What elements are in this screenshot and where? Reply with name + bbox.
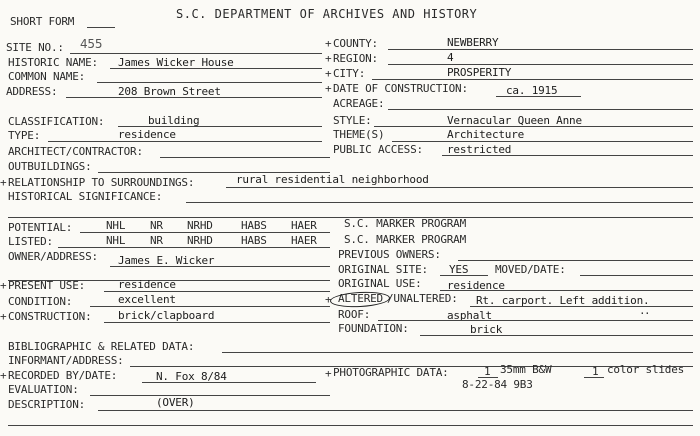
original-site-label: ORIGINAL SITE: (338, 263, 428, 276)
historical-significance-label: HISTORICAL SIGNIFICANCE: (8, 190, 163, 203)
theme-value: Architecture (447, 128, 525, 141)
type-label: TYPE: (8, 129, 41, 142)
code-nhl: NHL (106, 234, 126, 247)
altered-value: Rt. carport. Left addition. (476, 294, 650, 307)
relationship-value: rural residential neighborhood (236, 173, 429, 186)
plus-mark: + (325, 52, 332, 65)
original-site-value: YES (449, 263, 469, 276)
description-value: (OVER) (156, 396, 195, 409)
foundation-label: FOUNDATION: (338, 322, 409, 335)
style-line (374, 126, 693, 127)
type-value: residence (118, 128, 176, 141)
original-use-line (440, 290, 693, 291)
present-use-label: PRESENT USE: (8, 279, 86, 292)
stray-mark: · (644, 307, 651, 320)
common-name-line (97, 82, 322, 83)
historical-significance-line (186, 202, 693, 203)
region-value: 4 (447, 51, 454, 64)
address-value: 208 Brown Street (118, 85, 221, 98)
unaltered-label: /UNALTERED: (387, 292, 458, 305)
classification-line (118, 126, 322, 127)
recorded-line (142, 382, 316, 383)
roof-label: ROOF: (338, 308, 371, 321)
roof-value: asphalt (447, 309, 492, 322)
region-line (388, 64, 693, 65)
color-label: color slides (607, 363, 685, 376)
city-line (372, 79, 693, 80)
original-site-line (440, 275, 488, 276)
moved-date-line (580, 275, 693, 276)
common-name-label: COMMON NAME: (8, 70, 86, 83)
color-count-line (584, 377, 604, 378)
listed-label: LISTED: (8, 235, 53, 248)
classification-label: CLASSIFICATION: (8, 115, 105, 128)
color-count: 1 (592, 365, 599, 378)
original-use-value: residence (447, 279, 505, 292)
listed-line (58, 247, 330, 248)
roof-line (378, 320, 693, 321)
public-access-line (442, 155, 693, 156)
condition-label: CONDITION: (8, 295, 73, 308)
moved-date-label: MOVED/DATE: (495, 263, 566, 276)
address-line (66, 97, 322, 98)
code-habs: HABS (241, 234, 267, 247)
date-construction-label: DATE OF CONSTRUCTION: (333, 82, 468, 95)
plus-mark: + (325, 293, 332, 306)
marker-program: S.C. MARKER PROGRAM (344, 233, 467, 246)
address-label: ADDRESS: (6, 85, 58, 98)
owner-label: OWNER/ADDRESS: (8, 250, 98, 263)
altered-label: ALTERED (338, 292, 383, 305)
outbuildings-label: OUTBUILDINGS: (8, 160, 92, 173)
short-form-label: SHORT FORM (10, 15, 75, 28)
date-construction-value: ca. 1915 (506, 84, 558, 97)
plus-mark: + (325, 82, 332, 95)
plus-mark: + (0, 176, 7, 189)
public-access-label: PUBLIC ACCESS: (333, 143, 423, 156)
bibliographic-label: BIBLIOGRAPHIC & RELATED DATA: (8, 340, 195, 353)
previous-owners-line (458, 260, 693, 261)
historic-name-label: HISTORIC NAME: (8, 56, 98, 69)
bw-count: 1 (484, 365, 491, 378)
foundation-line (420, 335, 693, 336)
construction-label: CONSTRUCTION: (8, 310, 92, 323)
agency-title: S.C. DEPARTMENT OF ARCHIVES AND HISTORY (176, 7, 478, 21)
condition-line (90, 306, 330, 307)
recorded-value: N. Fox 8/84 (156, 370, 227, 383)
evaluation-line (90, 395, 330, 396)
code-nhl: NHL (106, 219, 126, 232)
recorded-label: RECORDED BY/DATE: (8, 369, 118, 382)
architect-line (160, 157, 330, 158)
previous-owners-label: PREVIOUS OWNERS: (338, 248, 441, 261)
theme-line (392, 141, 693, 142)
plus-mark: + (325, 37, 332, 50)
code-nrhd: NRHD (187, 234, 213, 247)
present-use-line (104, 291, 330, 292)
relationship-line (226, 187, 693, 188)
architect-label: ARCHITECT/CONTRACTOR: (8, 145, 143, 158)
altered-line (470, 306, 693, 307)
original-use-label: ORIGINAL USE: (338, 277, 422, 290)
code-nr: NR (150, 234, 163, 247)
plus-mark: + (0, 310, 7, 323)
bw-label: 35mm B&W (500, 363, 552, 376)
city-value: PROSPERITY (447, 66, 512, 79)
plus-mark: + (325, 67, 332, 80)
description-line-2 (8, 425, 693, 426)
site-no-value: 455 (80, 37, 103, 51)
marker-program: S.C. MARKER PROGRAM (344, 217, 467, 230)
photo-date-ref: 8-22-84 9B3 (462, 378, 533, 391)
code-nrhd: NRHD (187, 219, 213, 232)
public-access-value: restricted (447, 143, 512, 156)
present-use-value: residence (118, 278, 176, 291)
potential-line (80, 232, 330, 233)
condition-value: excellent (118, 293, 176, 306)
style-value: Vernacular Queen Anne (447, 114, 582, 127)
owner-value: James E. Wicker (118, 254, 215, 267)
informant-label: INFORMANT/ADDRESS: (8, 354, 124, 367)
construction-line (104, 322, 330, 323)
county-label: COUNTY: (333, 37, 378, 50)
description-line (98, 410, 693, 411)
code-nr: NR (150, 219, 163, 232)
theme-label: THEME(S) (333, 128, 385, 141)
region-label: REGION: (333, 52, 378, 65)
owner-line (110, 266, 330, 267)
type-line (48, 141, 322, 142)
county-value: NEWBERRY (447, 36, 499, 49)
code-habs: HABS (241, 219, 267, 232)
plus-mark: + (325, 367, 332, 380)
site-no-label: SITE NO.: (6, 41, 64, 54)
historic-name-value: James Wicker House (118, 56, 234, 69)
county-line (388, 49, 693, 50)
plus-mark: + (0, 279, 7, 292)
construction-value: brick/clapboard (118, 309, 215, 322)
classification-value: building (148, 114, 200, 127)
acreage-label: ACREAGE: (333, 97, 385, 110)
plus-mark: + (0, 369, 7, 382)
acreage-line (388, 109, 693, 110)
relationship-label: RELATIONSHIP TO SURROUNDINGS: (8, 176, 195, 189)
style-label: STYLE: (333, 114, 372, 127)
site-no-line (70, 53, 322, 54)
city-label: CITY: (333, 67, 366, 80)
potential-label: POTENTIAL: (8, 221, 73, 234)
stray-mark: · (639, 307, 646, 320)
evaluation-label: EVALUATION: (8, 383, 79, 396)
description-label: DESCRIPTION: (8, 398, 86, 411)
photographic-label: PHOTOGRAPHIC DATA: (333, 366, 449, 379)
date-construction-line (496, 96, 581, 97)
code-haer: HAER (291, 219, 317, 232)
foundation-value: brick (470, 323, 503, 336)
short-form-line (87, 27, 115, 28)
bibliographic-line (222, 352, 693, 353)
historic-name-line (110, 68, 322, 69)
code-haer: HAER (291, 234, 317, 247)
